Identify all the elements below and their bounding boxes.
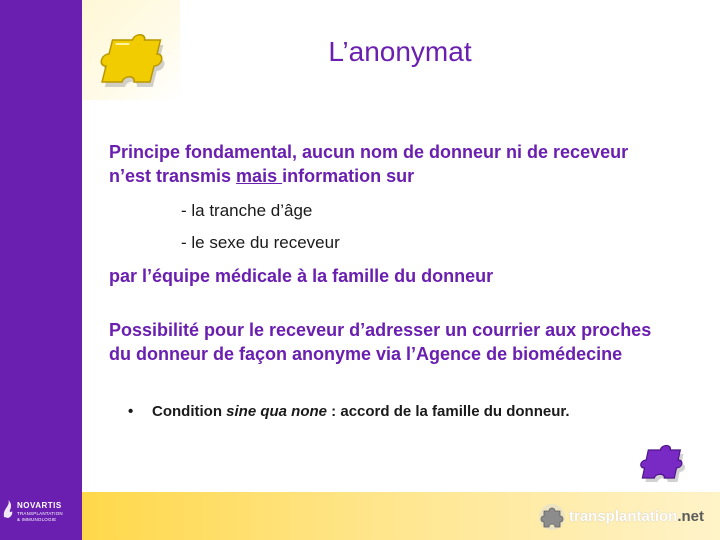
novartis-flame-icon — [2, 499, 14, 519]
footer-brand-text — [569, 508, 704, 525]
novartis-subline-2: & IMMUNOLOGIE — [17, 517, 57, 522]
novartis-name: NOVARTIS — [17, 501, 62, 510]
mini-puzzle-icon — [537, 502, 567, 532]
paragraph-principle — [109, 140, 669, 188]
bullet-text-end: : accord de la famille du donneur. — [327, 403, 570, 420]
paragraph-team: par l’équipe médicale à la famille du donneur — [109, 266, 494, 286]
purple-puzzle-icon — [638, 440, 696, 486]
novartis-subline-1: TRANSPLANTATION — [17, 511, 63, 516]
dash-item-sex: - le sexe du receveur — [181, 233, 340, 252]
bullet-italic: sine qua none — [226, 403, 328, 420]
underlined-word: mais — [236, 166, 283, 186]
paragraph-possibility: Possibilité pour le receveur d’adresser un courrier aux proches du donneur de façon anonyme via l’Agence de biomédecine — [109, 320, 652, 364]
footer-band — [82, 492, 720, 540]
bullet-text-start: Condition — [152, 403, 227, 420]
novartis-logo — [2, 497, 80, 529]
left-sidebar — [0, 0, 82, 540]
transplantation-net-logo — [537, 498, 712, 534]
slide-title: L’anonymat — [328, 36, 472, 67]
paragraph-principle-text: Principe fondamental, aucun nom de donneur ni de receveur n’est transmis — [109, 142, 629, 186]
puzzle-piece-icon — [97, 24, 193, 92]
paragraph-principle-end: information sur — [282, 166, 415, 186]
bullet-condition — [128, 400, 570, 424]
footer-brand-suffix: .net — [677, 508, 705, 525]
dash-item-age: - la tranche d’âge — [181, 201, 313, 220]
bullet-dot: • — [128, 403, 134, 420]
footer-brand-main: transplantation — [569, 508, 678, 525]
